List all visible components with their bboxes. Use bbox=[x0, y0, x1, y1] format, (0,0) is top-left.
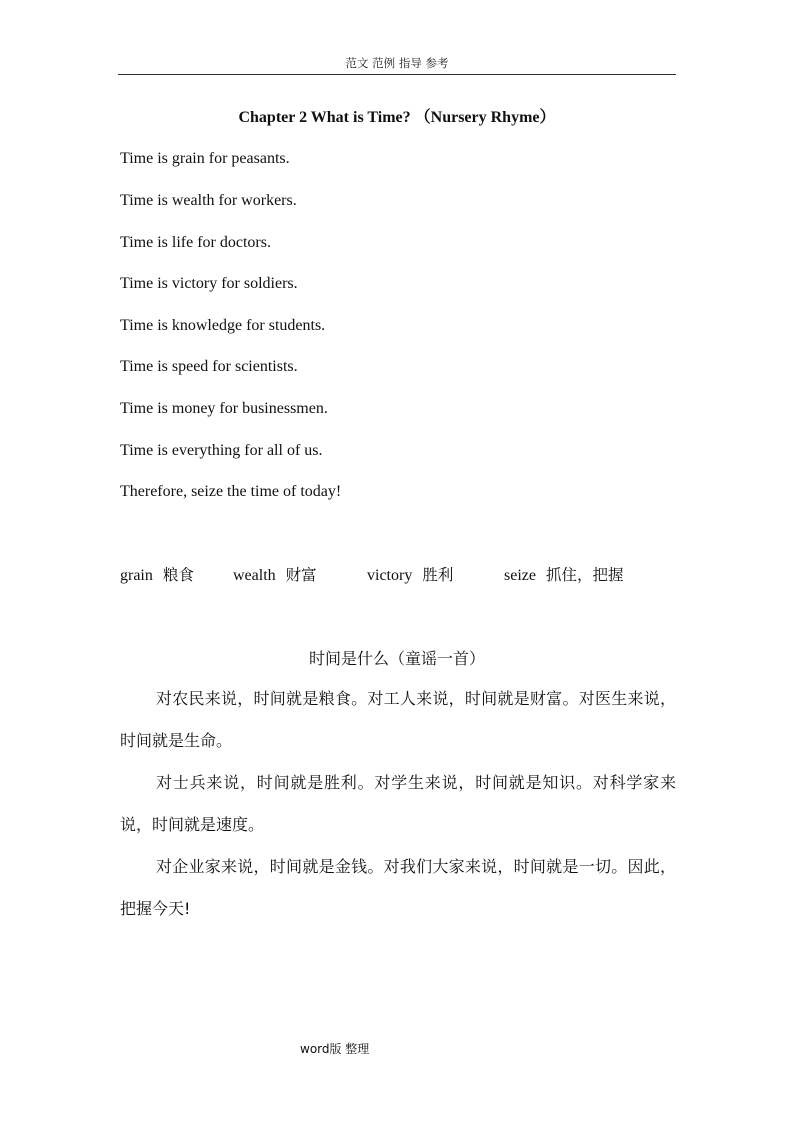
vocab-english: seize bbox=[504, 567, 536, 584]
page-footer: word版 整理 bbox=[300, 1042, 370, 1056]
vocab-item bbox=[120, 564, 194, 587]
vocabulary-list bbox=[0, 564, 794, 588]
chapter-title: Chapter 2 What is Time? （Nursery Rhyme） bbox=[238, 109, 556, 126]
translation-paragraph: 对士兵来说，时间就是胜利。对学生来说，时间就是知识。对科学家来说，时间就是速度。 bbox=[120, 773, 676, 834]
vocab-item bbox=[367, 564, 453, 587]
translation-paragraph: 对农民来说，时间就是粮食。对工人来说，时间就是财富。对医生来说，时间就是生命。 bbox=[120, 689, 676, 750]
vocab-chinese: 粮食 bbox=[162, 566, 194, 584]
page-header bbox=[118, 55, 676, 75]
translation-title: 时间是什么（童谣一首） bbox=[308, 649, 485, 668]
vocab-english: grain bbox=[120, 567, 153, 584]
poem-line: Time is wealth for workers. bbox=[120, 192, 297, 209]
vocab-english: wealth bbox=[233, 567, 276, 584]
poem-line: Time is life for doctors. bbox=[120, 234, 271, 251]
vocab-english: victory bbox=[367, 567, 413, 584]
poem-line: Time is victory for soldiers. bbox=[120, 275, 298, 292]
poem-line: Time is money for businessmen. bbox=[120, 400, 328, 417]
poem-line: Therefore, seize the time of today! bbox=[120, 483, 342, 500]
vocab-item bbox=[233, 564, 317, 587]
header-text: 范文 范例 指导 参考 bbox=[345, 56, 449, 70]
vocab-chinese: 抓住，把握 bbox=[545, 566, 624, 584]
poem-line: Time is speed for scientists. bbox=[120, 358, 298, 375]
vocab-chinese: 胜利 bbox=[422, 566, 454, 584]
poem-line: Time is everything for all of us. bbox=[120, 442, 323, 459]
poem-line: Time is knowledge for students. bbox=[120, 317, 326, 334]
vocab-item bbox=[504, 564, 624, 587]
vocab-chinese: 财富 bbox=[285, 566, 317, 584]
translation-paragraph: 对企业家来说，时间就是金钱。对我们大家来说，时间就是一切。因此，把握今天! bbox=[120, 857, 676, 918]
poem-line: Time is grain for peasants. bbox=[120, 150, 290, 167]
